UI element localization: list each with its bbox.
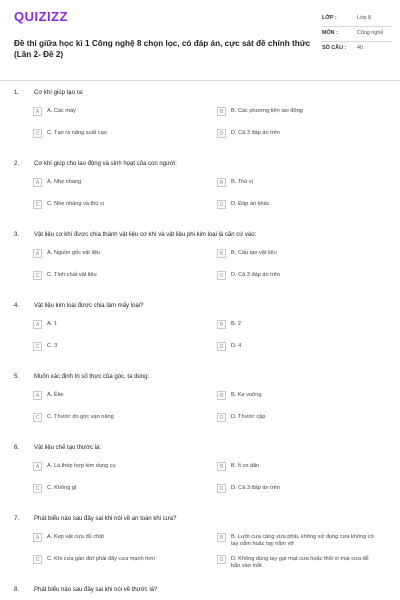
answer-option[interactable] <box>217 107 377 116</box>
option-letter-box: B <box>217 391 226 400</box>
answer-option[interactable] <box>217 413 377 422</box>
answer-option[interactable] <box>217 178 377 187</box>
answer-option[interactable] <box>33 413 193 422</box>
answer-option[interactable] <box>33 200 193 209</box>
question-block <box>14 152 386 223</box>
option-letter-box: D <box>217 413 226 422</box>
question-number: 1. <box>14 90 20 96</box>
option-letter-box: D <box>217 129 226 138</box>
answer-option[interactable] <box>33 555 193 564</box>
option-letter-box: C <box>33 200 42 209</box>
option-text: B. Lưỡi cưa căng vừa phải, không sử dụng cưa không có tay nắm hoặc tay nắm vỡ <box>231 534 374 547</box>
answer-option[interactable] <box>217 249 377 258</box>
answer-option[interactable] <box>33 484 193 493</box>
question-text: Cơ khí giúp cho lao động và sinh hoạt của con người: <box>34 161 177 167</box>
option-letter-box: C <box>33 342 42 351</box>
question-head <box>14 303 143 309</box>
meta-subject-row <box>322 27 392 42</box>
question-text: Vật liệu cơ khí được chia thành vật liệu cơ khí và vật liệu phi kim loại là căn cứ vào: <box>34 232 257 238</box>
question-number: 6. <box>14 445 20 451</box>
option-letter-box: C <box>33 129 42 138</box>
class-value: Lớp 8 <box>357 15 372 21</box>
question-block <box>14 81 386 152</box>
answer-option[interactable] <box>217 200 377 209</box>
question-number: 8. <box>14 587 20 593</box>
question-block <box>14 223 386 294</box>
option-text: D. 4 <box>231 343 242 349</box>
subject-value: Công nghệ <box>357 30 384 36</box>
option-text: C. Tính chất vật liệu <box>47 272 97 278</box>
answer-option[interactable] <box>33 533 193 542</box>
answer-option[interactable] <box>33 271 193 280</box>
option-text: D. Cả 3 đáp án trên <box>231 272 280 278</box>
question-head <box>14 232 256 238</box>
option-text: D. Không dùng tay gạt mạt cưa hoặc thổi vì mạt cưa dễ bắn vào mắt <box>231 556 369 569</box>
answer-option[interactable] <box>33 249 193 258</box>
answer-option[interactable] <box>217 555 377 570</box>
option-letter-box: B <box>217 533 226 542</box>
option-text: B. Các phương tiện lao động <box>231 108 303 114</box>
option-text: B. Thú vị <box>231 179 253 185</box>
question-head <box>14 161 177 167</box>
answer-option[interactable] <box>217 484 377 493</box>
answer-option[interactable] <box>33 462 193 471</box>
question-head <box>14 374 149 380</box>
option-letter-box: D <box>217 555 226 564</box>
option-text: B. Ít co dãn <box>231 463 260 469</box>
answer-option[interactable] <box>217 271 377 280</box>
question-text: Muốn xác định trị số thực của góc, ta dùng: <box>34 374 150 380</box>
option-letter-box: B <box>217 178 226 187</box>
option-letter-box: C <box>33 484 42 493</box>
question-block <box>14 365 386 436</box>
question-text: Vật liệu kim loại được chia làm mấy loại? <box>34 303 144 309</box>
question-text: Phát biểu nào sau đây sai khi nói về thước lá? <box>34 587 158 593</box>
option-text: C. Nhẹ nhàng và thú vị <box>47 201 104 207</box>
subject-label: MÔN : <box>322 30 338 36</box>
question-head <box>14 445 101 451</box>
worksheet-title: Đề thi giữa học kì 1 Công nghệ 8 chọn lọc, có đáp án, cực sát đề chính thức (Lần 2- Đề 2) <box>14 39 311 59</box>
answer-option[interactable] <box>33 107 193 116</box>
option-text: A. Kẹp vật cưa đủ chặt <box>47 534 104 540</box>
option-letter-box: D <box>217 200 226 209</box>
option-letter-box: B <box>217 462 226 471</box>
option-text: A. Các máy <box>47 108 76 114</box>
option-text: A. Nguồn gốc vật liệu <box>47 250 101 256</box>
question-block <box>14 436 386 507</box>
option-text: B. 2 <box>231 321 241 327</box>
option-letter-box: A <box>33 462 42 471</box>
question-text: Vật liệu chế tạo thước lá: <box>34 445 101 451</box>
option-text: C. Tạo ra năng suất cao <box>47 130 107 136</box>
option-text: B. Cấu tạo vật liệu <box>231 250 277 256</box>
option-letter-box: A <box>33 320 42 329</box>
count-value: 40 <box>357 45 363 51</box>
answer-option[interactable] <box>33 320 193 329</box>
option-letter-box: C <box>33 271 42 280</box>
question-block <box>14 507 386 578</box>
option-letter-box: B <box>217 249 226 258</box>
quizizz-logo: QUIZIZZ <box>14 9 69 24</box>
answer-option[interactable] <box>217 129 377 138</box>
question-number: 3. <box>14 232 20 238</box>
option-letter-box: D <box>217 342 226 351</box>
option-letter-box: C <box>33 413 42 422</box>
answer-option[interactable] <box>217 462 377 471</box>
question-block <box>14 578 386 600</box>
question-text: Phát biểu nào sau đây sai khi nói về an toàn khi cưa? <box>34 516 177 522</box>
question-head <box>14 587 157 593</box>
answer-option[interactable] <box>33 178 193 187</box>
option-letter-box: A <box>33 107 42 116</box>
option-letter-box: D <box>217 484 226 493</box>
option-text: C. Khi cưa gần đứt phải đẩy cưa mạnh hơn <box>47 556 156 562</box>
answer-option[interactable] <box>33 342 193 351</box>
answer-option[interactable] <box>33 129 193 138</box>
count-label: SỐ CÂU : <box>322 45 347 51</box>
answer-option[interactable] <box>217 533 377 548</box>
option-letter-box: A <box>33 391 42 400</box>
question-text: Cơ khí giúp tạo ra: <box>34 90 84 96</box>
question-number: 4. <box>14 303 20 309</box>
option-letter-box: C <box>33 555 42 564</box>
option-letter-box: D <box>217 271 226 280</box>
option-text: C. Không gỉ <box>47 485 77 491</box>
answer-option[interactable] <box>217 320 377 329</box>
meta-count-row <box>322 42 392 56</box>
option-text: A. Nhẹ nhàng <box>47 179 82 185</box>
option-text: D. Đáp án khác <box>231 201 270 207</box>
option-text: D. Cả 3 đáp án trên <box>231 130 280 136</box>
option-text: A. 1 <box>47 321 57 327</box>
option-text: A. Êke <box>47 392 64 398</box>
option-text: C. 3 <box>47 343 58 349</box>
question-number: 2. <box>14 161 20 167</box>
question-block <box>14 294 386 365</box>
meta-class-row <box>322 12 392 27</box>
option-letter-box: B <box>217 107 226 116</box>
worksheet-header <box>0 0 400 80</box>
question-head <box>14 516 176 522</box>
option-text: C. Thước đo góc vạn năng <box>47 414 114 420</box>
option-text: D. Thước cặp <box>231 414 266 420</box>
answer-option[interactable] <box>217 391 377 400</box>
option-letter-box: B <box>217 320 226 329</box>
class-label: LỚP : <box>322 15 337 21</box>
answer-option[interactable] <box>217 342 377 351</box>
option-text: A. Là thép hợp kim dụng cụ <box>47 463 116 469</box>
option-text: D. Cả 3 đáp án trên <box>231 485 280 491</box>
question-head <box>14 90 84 96</box>
question-list <box>0 81 400 600</box>
worksheet-meta <box>322 12 392 56</box>
option-letter-box: A <box>33 178 42 187</box>
option-letter-box: A <box>33 533 42 542</box>
option-letter-box: A <box>33 249 42 258</box>
question-number: 5. <box>14 374 20 380</box>
answer-option[interactable] <box>33 391 193 400</box>
option-text: B. Ke vuông <box>231 392 262 398</box>
question-number: 7. <box>14 516 20 522</box>
